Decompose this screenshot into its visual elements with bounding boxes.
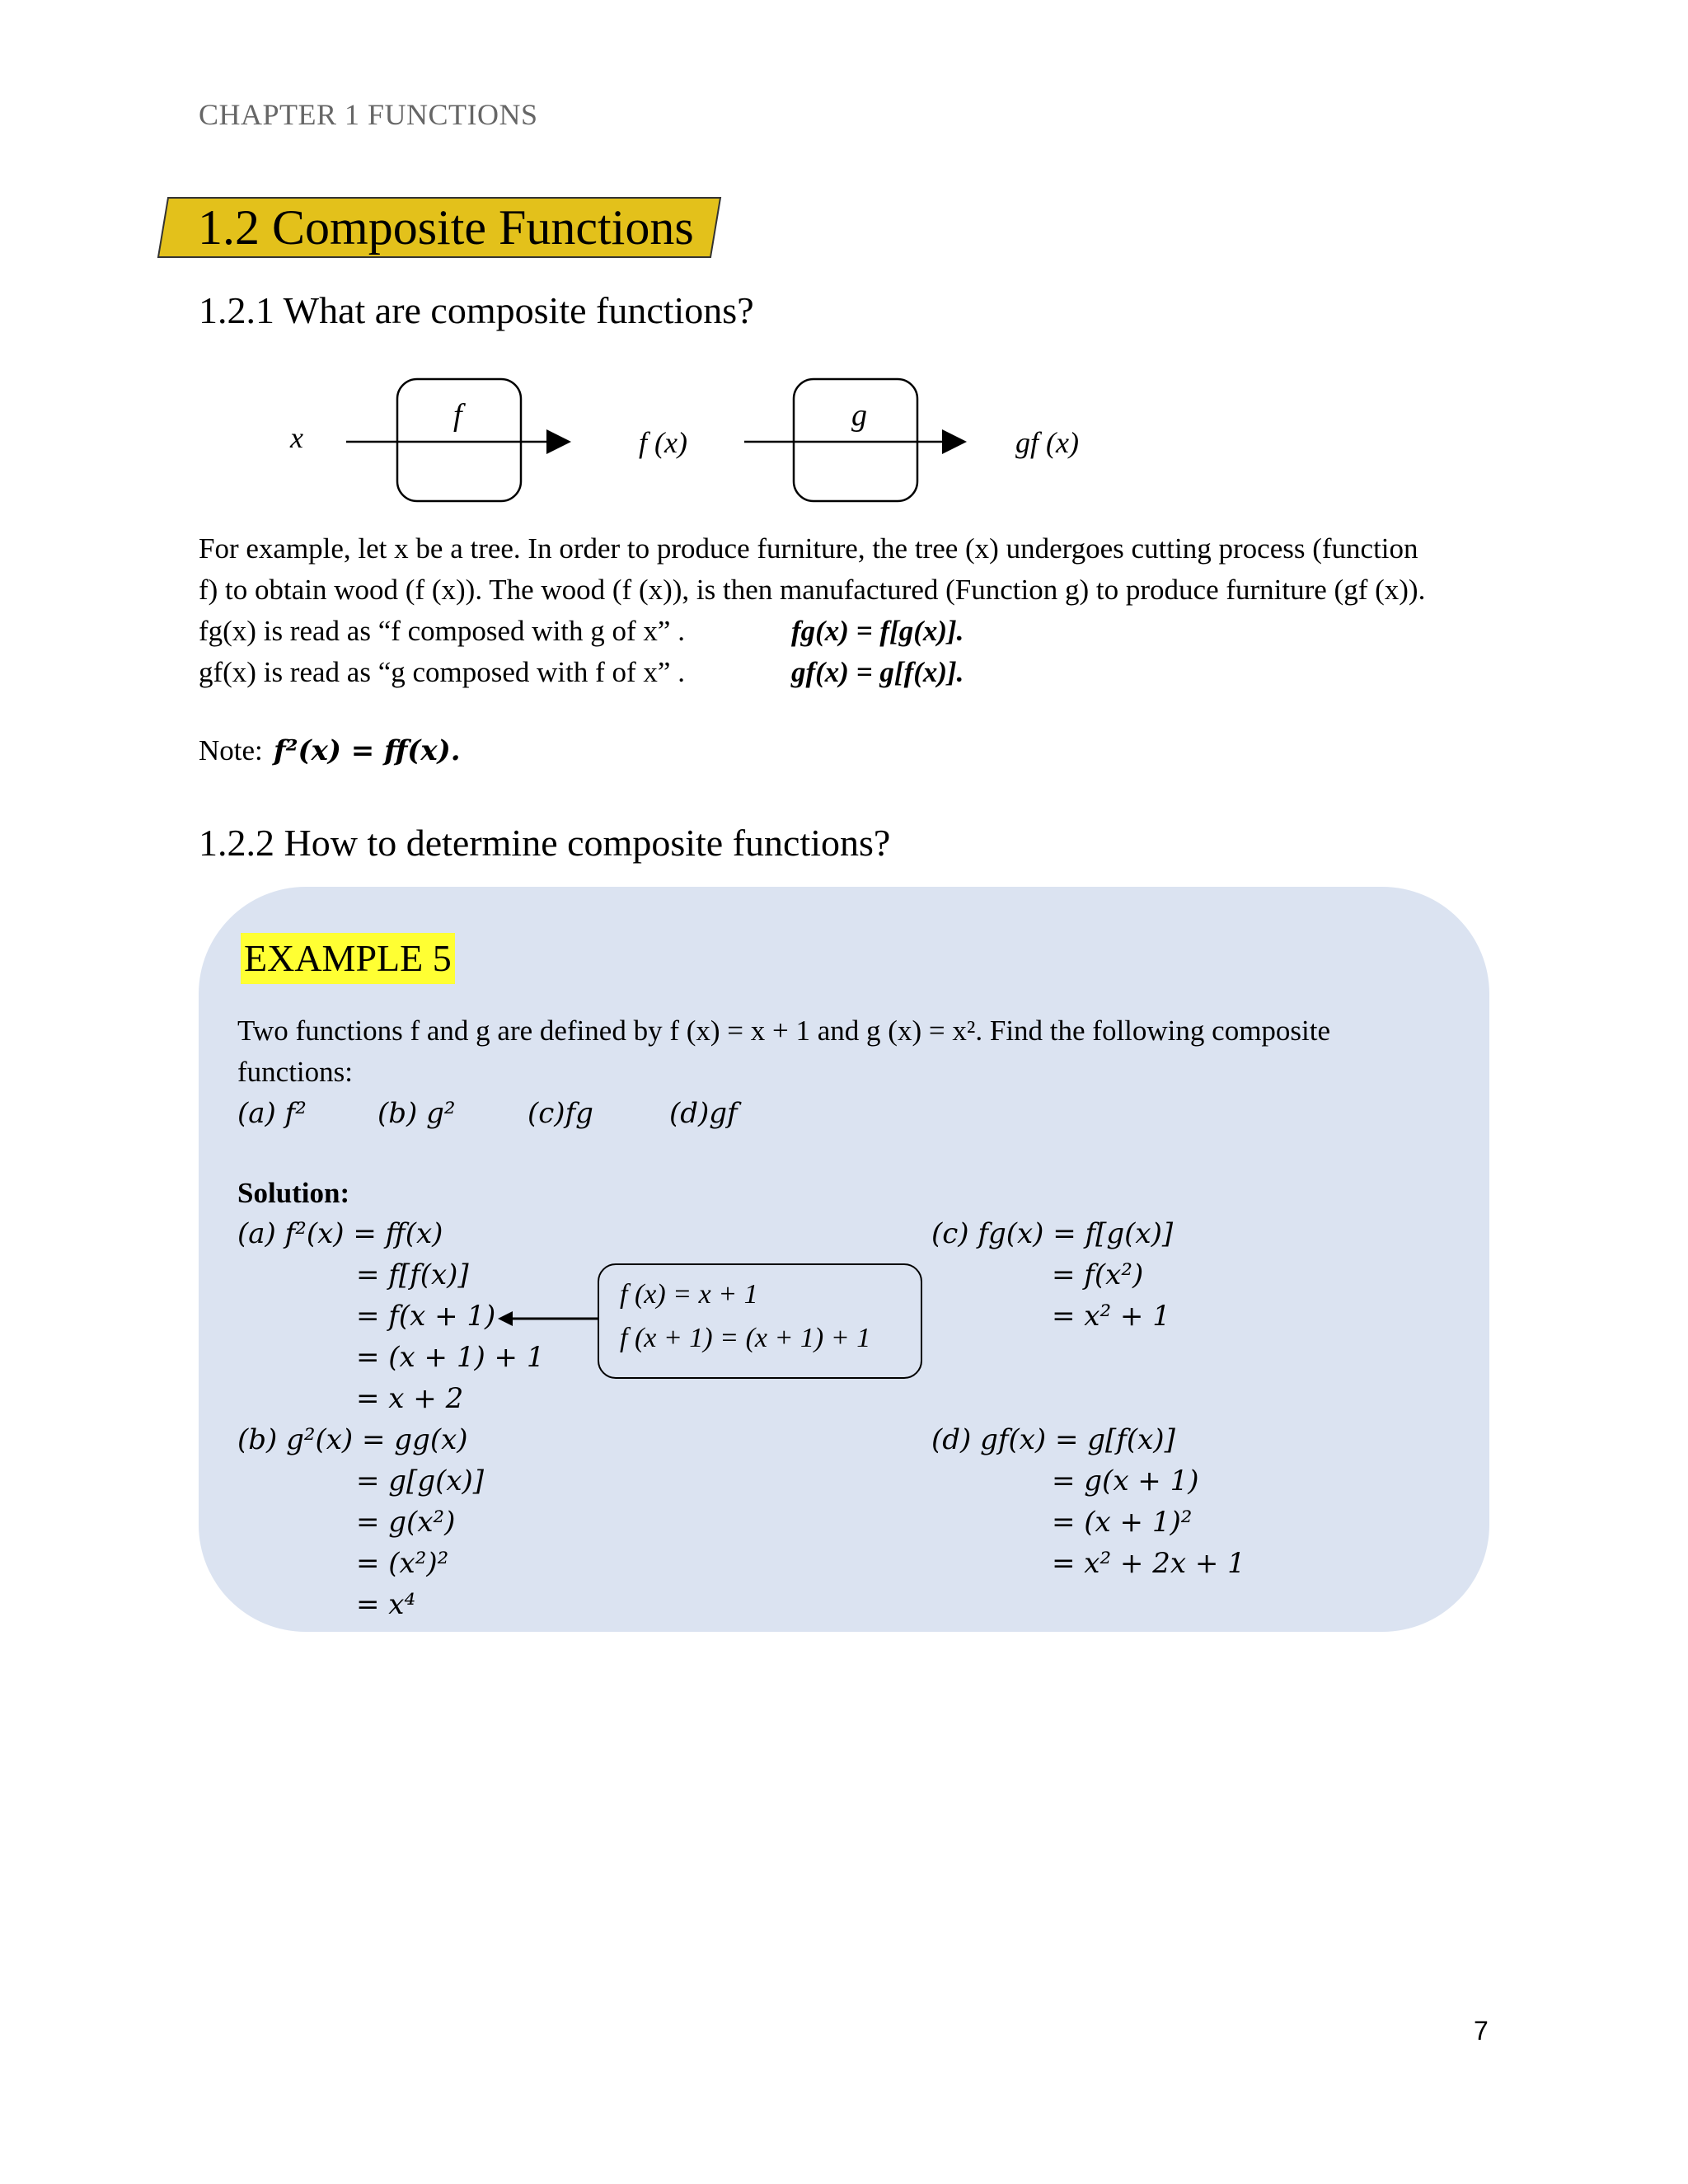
diagram-box2-label: g	[851, 398, 867, 433]
note-formula: f²(x) = ff(x).	[274, 734, 461, 767]
solution-b-step-4: = (x²)²	[356, 1547, 449, 1580]
solution-c-step-2: = f(x²)	[1052, 1258, 1144, 1291]
solution-a-step-4: = (x + 1) + 1	[356, 1341, 545, 1374]
example-part-d: (d)gf	[669, 1097, 738, 1130]
diagram-input: x	[290, 421, 303, 454]
note-label: Note:	[199, 734, 263, 766]
paragraph-line-4-right: gf(x) = g[f(x)].	[791, 656, 964, 688]
solution-d-step-3: = (x + 1)²	[1052, 1506, 1193, 1539]
page-number: 7	[1474, 2016, 1489, 2046]
subsection-title-2: 1.2.2 How to determine composite functions?	[199, 822, 891, 864]
subsection-title-1: 1.2.1 What are composite functions?	[199, 289, 754, 331]
paragraph-line-3-right: fg(x) = f[g(x)].	[791, 615, 964, 647]
example-part-a: (a) f²	[237, 1097, 307, 1130]
example-question-line-2: functions:	[237, 1056, 353, 1088]
solution-b-step-5: = x⁴	[356, 1588, 416, 1621]
solution-d-step-4: = x² + 2x + 1	[1052, 1547, 1245, 1580]
chapter-header: CHAPTER 1 FUNCTIONS	[199, 98, 538, 131]
diagram-output: gf (x)	[1015, 426, 1079, 459]
solution-b-step-2: = g[g(x)]	[356, 1465, 485, 1497]
solution-c-step-1: (c) fg(x) = f[g(x)]	[931, 1217, 1174, 1250]
diagram-middle: f (x)	[639, 426, 687, 459]
solution-label: Solution:	[237, 1177, 350, 1209]
note-box-line-1: f (x) = x + 1	[620, 1279, 758, 1310]
solution-c-step-3: = x² + 1	[1052, 1300, 1170, 1333]
solution-a-step-1: (a) f²(x) = ff(x)	[237, 1217, 443, 1250]
section-title: 1.2 Composite Functions	[198, 200, 694, 255]
example-part-b: (b) g²	[377, 1097, 456, 1130]
paragraph-line-2: f) to obtain wood (f (x)). The wood (f (x)), is then manufactured (Function g) to produce furniture (gf (x)).	[199, 574, 1426, 606]
composition-diagram	[0, 363, 1688, 511]
paragraph-line-3-left: fg(x) is read as “f composed with g of x” .	[199, 615, 685, 647]
note-arrow	[495, 1302, 602, 1335]
paragraph-line-4-left: gf(x) is read as “g composed with f of x” .	[199, 656, 685, 688]
example-label: EXAMPLE 5	[241, 933, 455, 984]
solution-d-step-1: (d) gf(x) = g[f(x)]	[931, 1423, 1175, 1456]
solution-b-step-1: (b) g²(x) = gg(x)	[237, 1423, 468, 1456]
diagram-box1-label: f	[453, 398, 462, 433]
note-box-line-2: f (x + 1) = (x + 1) + 1	[620, 1323, 871, 1353]
solution-d-step-2: = g(x + 1)	[1052, 1465, 1199, 1497]
paragraph-line-1: For example, let x be a tree. In order to produce furniture, the tree (x) undergoes cutting process (function	[199, 532, 1418, 565]
solution-a-step-3: = f(x + 1)	[356, 1300, 496, 1333]
example-part-c: (c)fg	[528, 1097, 593, 1130]
section-banner	[157, 196, 722, 259]
example-question-line-1: Two functions f and g are defined by f (x) = x + 1 and g (x) = x². Find the following composite	[237, 1015, 1331, 1047]
solution-a-step-2: = f[f(x)]	[356, 1258, 469, 1291]
solution-b-step-3: = g(x²)	[356, 1506, 456, 1539]
solution-a-step-5: = x + 2	[356, 1382, 464, 1415]
